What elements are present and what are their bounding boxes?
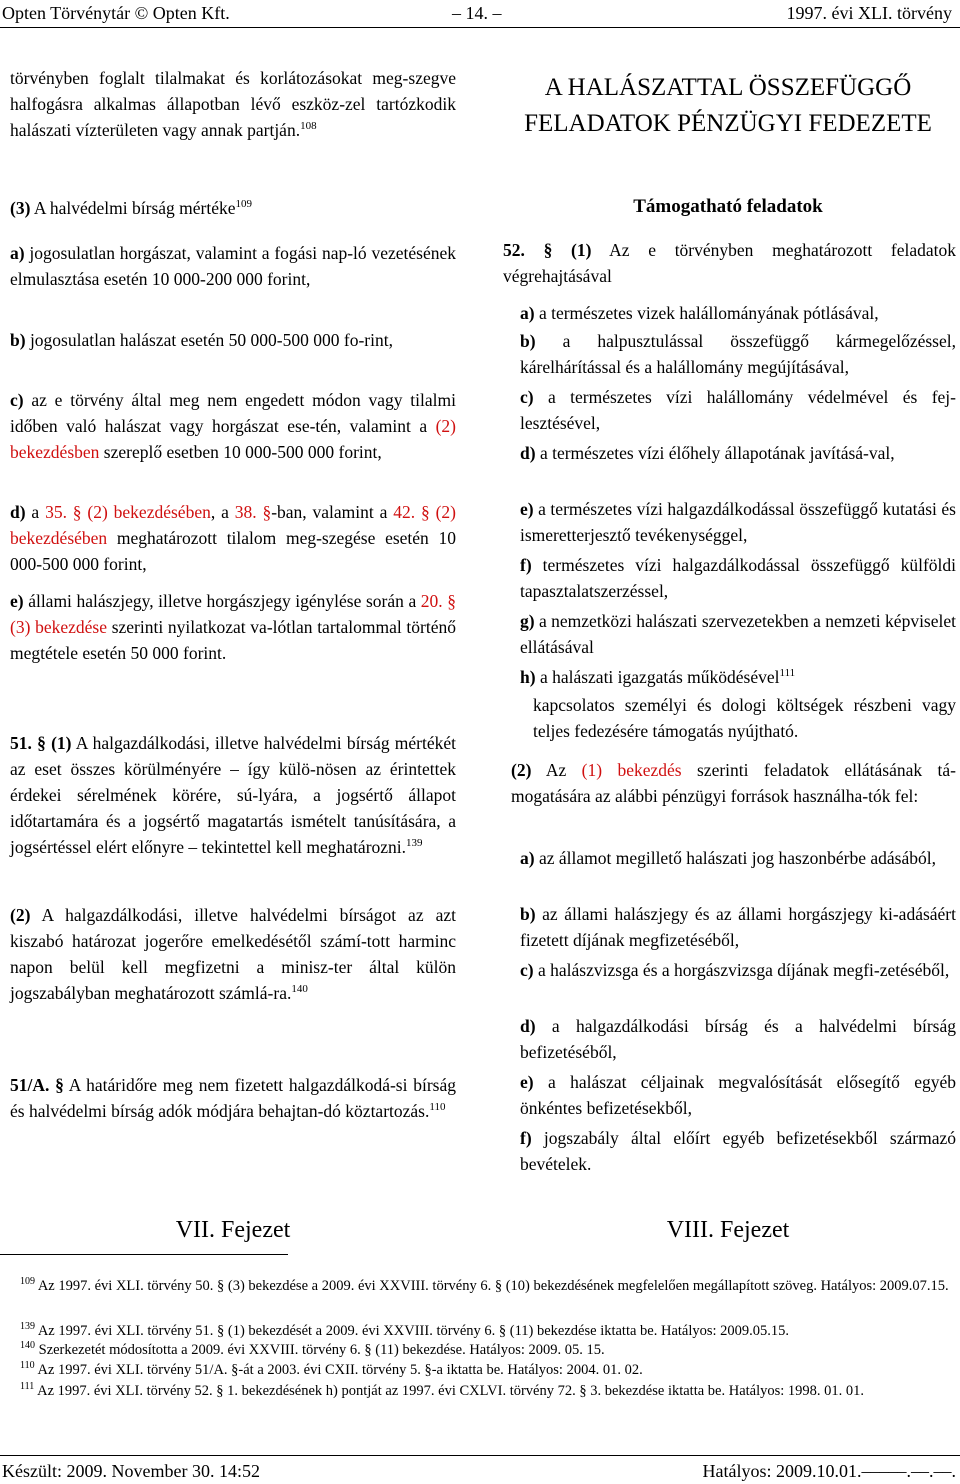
paragraph-text: A halvédelmi bírság mértéke	[33, 198, 236, 218]
list-item	[520, 957, 956, 983]
section-number: 51. §	[10, 733, 46, 753]
law-reference-link[interactable]: 38. §	[234, 502, 272, 522]
footer-created: Készült: 2009. November 30. 14:52	[2, 1461, 260, 1481]
footnote-ref[interactable]: 110	[429, 1101, 446, 1113]
list-item-d	[10, 499, 456, 577]
paragraph-3-heading	[10, 195, 456, 221]
item-label: g)	[520, 611, 535, 631]
footnote-number: 139	[20, 1321, 35, 1332]
section-51a	[10, 1072, 456, 1124]
item-label: a)	[520, 848, 535, 868]
header-source: Opten Törvénytár © Opten Kft.	[2, 3, 230, 23]
chapter-heading-vii: VII. Fejezet	[175, 1217, 291, 1243]
item-label: c)	[520, 960, 534, 980]
item-label: b)	[10, 330, 26, 350]
footnote	[2, 1322, 958, 1341]
footnote-ref[interactable]: 109	[235, 198, 252, 210]
footnote-number: 110	[20, 1360, 35, 1371]
item-text: a halászati igazgatás működésével	[539, 667, 780, 687]
footer-rule	[0, 1455, 960, 1456]
law-reference-link[interactable]: (1) bekezdés	[581, 760, 682, 780]
footnote-text: Az 1997. évi XLI. törvény 51. § (1) bekezdését a 2009. évi XXVIII. törvény 6. § (11) bekezdése iktatta be. Hatályos: 2009.05.15.	[37, 1323, 790, 1339]
item-text: a halgazdálkodási bírság és a halvédelmi bírság befizetéséből,	[520, 1016, 956, 1062]
item-text: szereplő esetben 10 000-500 000 forint,	[103, 442, 382, 462]
footnote-rule	[0, 1254, 288, 1255]
item-text: a természetes vizek halállományának pótlásával,	[538, 303, 879, 323]
section-text: A halgazdálkodási, illetve halvédelmi bírság mértékét az eset összes körülményére – így külö-nösen az érintettek érdekei sérelmének körére, sú-lyára, a jogsértő állapot időtartamára és a jogsértő magatartás ismételt tanúsítására, a jogsértéssel elért előnyre – tekintettel kell meghatározni.	[10, 733, 457, 857]
item-text: jogosulatlan halászat esetén 50 000-500 000 fo-rint,	[29, 330, 393, 350]
list-item	[520, 608, 956, 660]
footnote-ref[interactable]: 139	[406, 837, 423, 849]
law-reference-link[interactable]: 42. § (2) bekezdésében	[10, 502, 456, 548]
section-text: A halgazdálkodási, illetve halvédelmi bírságot az azt kiszabó határozat jogerőre emelkedésétől számí-tott harminc napon belül kell megfizetni a minisz-ter által külön jogszabályban meghatározott számlá-ra.	[10, 905, 456, 1003]
list-item	[520, 901, 956, 953]
paragraph-number: (2)	[511, 760, 532, 780]
item-label: h)	[520, 667, 536, 687]
footnote-text: Szerkezetét módosította a 2009. évi XXVIII. törvény 6. § (11) bekezdése. Hatályos: 2009. 05. 15.	[38, 1342, 605, 1358]
footnote-ref[interactable]: 108	[300, 120, 317, 132]
item-text: meghatározott tilalom meg-szegése esetén 10 000-500 000 forint,	[10, 528, 457, 574]
item-label: e)	[520, 499, 534, 519]
item-label: c)	[520, 387, 534, 407]
item-text: az állami halászjegy és az állami horgászjegy ki-adásáért fizetett díjának megfizetéséből,	[520, 904, 956, 950]
item-label: b)	[520, 331, 536, 351]
footnote	[2, 1277, 958, 1296]
list-item	[520, 664, 956, 690]
item-label: f)	[520, 555, 532, 575]
list-item	[520, 328, 956, 380]
item-label: d)	[520, 1016, 536, 1036]
item-text: a természetes vízi élőhely állapotának javításá-val,	[539, 443, 895, 463]
item-label: f)	[520, 1128, 532, 1148]
list-item-e	[10, 588, 456, 666]
section-number: 51/A. §	[10, 1075, 64, 1095]
list-item	[520, 440, 956, 466]
item-text: jogosulatlan horgászat, valamint a fogási nap-ló vezetésének elmulasztása esetén 10 000-200 000 forint,	[10, 243, 457, 289]
section-text: Az e törvényben meghatározott feladatok végrehajtásával	[503, 240, 956, 286]
section-title: A HALÁSZATTAL ÖSSZEFÜGGŐ FELADATOK PÉNZÜGYI FEDEZETE	[524, 74, 932, 137]
item-text: jogszabály által előírt egyéb befizetésekből származó bevételek.	[520, 1128, 957, 1174]
section-number: 52. §	[503, 240, 553, 260]
item-label: a)	[10, 243, 25, 263]
list-item	[520, 552, 956, 604]
footnote-number: 140	[20, 1340, 35, 1351]
paragraph-number: (3)	[10, 198, 31, 218]
intro-paragraph	[10, 65, 456, 143]
section-51-paragraph-2	[10, 902, 456, 1006]
footnote-text: Az 1997. évi XLI. törvény 50. § (3) bekezdése a 2009. évi XXVIII. törvény 6. § (10) bekezdésének megfelelően megállapított szöveg. Hatályos: 2009.07.15.	[37, 1278, 949, 1294]
footnote-text: Az 1997. évi XLI. törvény 51/A. §-át a 2003. évi CXII. törvény 5. §-a iktatta be. Hatályos: 2004. 01. 02.	[37, 1362, 643, 1378]
item-text: a halászvizsga és a horgászvizsga díjának megfi-zetéséből,	[537, 960, 950, 980]
paragraph-number: (1)	[571, 240, 592, 260]
paragraph-number: (2)	[10, 905, 31, 925]
section-text: szerinti feladatok ellátásának tá-mogatására az alábbi pénzügyi források használha-tók fel:	[511, 760, 956, 806]
chapter-heading-viii: VIII. Fejezet	[666, 1217, 790, 1243]
section-subtitle: Támogatható feladatok	[633, 196, 823, 217]
item-text: a nemzetközi halászati szervezetekben a nemzeti képviselet ellátásával	[520, 611, 956, 657]
section-52-paragraph-1	[503, 237, 956, 289]
item-label: d)	[520, 443, 536, 463]
item-text: természetes vízi halgazdálkodással összefüggő külföldi tapasztalatszerzéssel,	[520, 555, 957, 601]
list-item	[520, 496, 956, 548]
item-label: a)	[520, 303, 535, 323]
item-text: az államot megillető halászati jog haszonbérbe adásából,	[538, 848, 936, 868]
list-item-c	[10, 387, 456, 465]
item-label: e)	[520, 1072, 534, 1092]
footer-effective: Hatályos: 2009.10.01.–––––.––.––.	[702, 1461, 956, 1481]
header-law-title: 1997. évi XLI. törvény	[786, 3, 952, 23]
item-text: a halpusztulással összefüggő kármegelőzéssel, kárelhárítással és a halállomány megújításával,	[520, 331, 957, 377]
item-text: a természetes vízi halgazdálkodással összefüggő kutatási és ismeretterjesztő tevékenységgel,	[520, 499, 956, 545]
law-reference-link[interactable]: 35. § (2) bekezdésében	[45, 502, 211, 522]
item-text: állami halászjegy, illetve horgászjegy igénylése során a	[28, 591, 417, 611]
item-text: , a	[210, 502, 229, 522]
section-text: A határidőre meg nem fizetett halgazdálkodá-si bírság és halvédelmi bírság adók módjára behajtan-dó köztartozás.	[10, 1075, 456, 1121]
list-item	[520, 1013, 956, 1065]
section-51-paragraph-1	[10, 730, 456, 860]
item-label: d)	[10, 502, 26, 522]
item-label: c)	[10, 390, 24, 410]
footnote	[2, 1382, 958, 1401]
item-text: a halászat céljainak megvalósítását elősegítő egyéb önkéntes befizetésekből,	[520, 1072, 956, 1118]
footnote-number: 109	[20, 1276, 35, 1287]
item-h-continuation: kapcsolatos személyi és dologi költségek részbeni vagy teljes fedezésére támogatás nyújtható.	[533, 695, 956, 741]
list-item	[520, 1125, 956, 1177]
footnote-ref[interactable]: 140	[291, 983, 308, 995]
item-text: a	[31, 502, 40, 522]
paragraph-number: (1)	[51, 733, 72, 753]
list-item	[520, 384, 956, 436]
section-text: Az	[545, 760, 567, 780]
header-rule	[0, 27, 960, 28]
item-text: a természetes vízi halállomány védelmével és fej-lesztésével,	[520, 387, 956, 433]
list-item	[520, 1069, 956, 1121]
page-number: – 14. –	[452, 3, 502, 23]
footnote-ref[interactable]: 111	[779, 667, 796, 679]
item-text: az e törvény által meg nem engedett módon vagy tilalmi időben való halászat vagy horgászat ese-tén, valamint a	[10, 390, 456, 436]
list-item-b	[10, 327, 456, 353]
footnote	[2, 1361, 958, 1380]
item-label: e)	[10, 591, 24, 611]
law-reference-link[interactable]: (2) bekezdésben	[10, 416, 457, 462]
footnote-text: Az 1997. évi XLI. törvény 52. § 1. bekezdésének h) pontját az 1997. évi CXLVI. törvény 72. § 3. bekezdése iktatta be. Hatályos: 1998. 01. 01.	[37, 1383, 865, 1399]
item-label: b)	[520, 904, 536, 924]
intro-text: törvényben foglalt tilalmakat és korlátozásokat meg-szegve halfogásra alkalmas állapotban lévő eszköz-zel tartózkodik halászati vízterületen vagy annak partján.	[10, 68, 456, 140]
list-item	[520, 845, 956, 871]
item-text: szerinti nyilatkozat va-lótlan tartalommal történő megtétele esetén 50 000 forint.	[10, 617, 456, 663]
list-item	[520, 300, 956, 326]
list-item-a	[10, 240, 456, 292]
law-reference-link[interactable]: 20. § (3) bekezdése	[10, 591, 456, 637]
footnote	[2, 1341, 958, 1360]
item-text: -ban, valamint a	[271, 502, 388, 522]
section-52-paragraph-2	[511, 757, 956, 809]
footnote-number: 111	[20, 1381, 35, 1392]
